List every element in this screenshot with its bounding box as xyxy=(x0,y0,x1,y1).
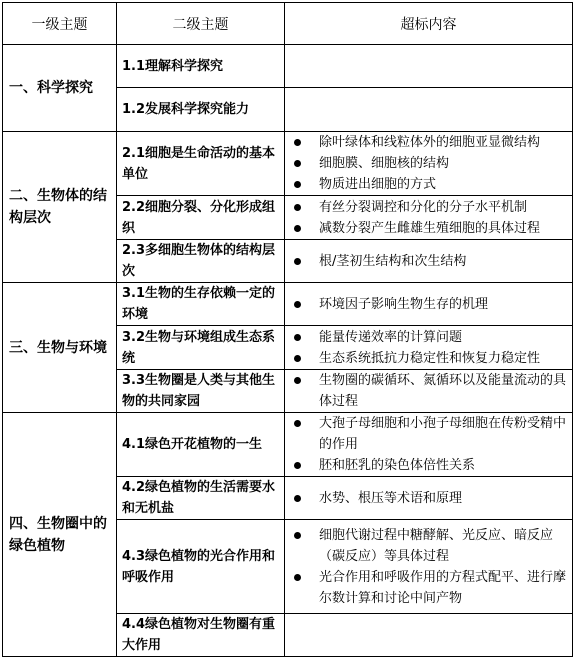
level2-topic: 4.4绿色植物对生物圈有重大作用 xyxy=(117,614,285,657)
level2-topic: 3.3生物圈是人类与其他生物的共同家园 xyxy=(117,370,285,413)
header-level1: 一级主题 xyxy=(3,3,117,45)
level2-topic: 4.1绿色开花植物的一生 xyxy=(117,413,285,477)
level2-topic: 3.2生物与环境组成生态系统 xyxy=(117,326,285,370)
table-row xyxy=(3,132,573,196)
exceeding-content xyxy=(285,196,573,240)
exceeding-content xyxy=(285,132,573,196)
bullet-list xyxy=(291,525,568,609)
level1-topic: 二、生物体的结构层次 xyxy=(3,132,117,283)
header-content: 超标内容 xyxy=(285,3,573,45)
level1-topic: 一、科学探究 xyxy=(3,45,117,132)
exceeding-content xyxy=(285,614,573,657)
level2-topic: 4.2绿色植物的生活需要水和无机盐 xyxy=(117,477,285,520)
bullet-item: 减数分裂产生雌雄生殖细胞的具体过程 xyxy=(291,218,568,239)
bullet-list xyxy=(291,413,568,476)
bullet-list xyxy=(291,132,568,195)
header-row xyxy=(3,3,573,45)
level2-topic: 1.2发展科学探究能力 xyxy=(117,88,285,132)
exceeding-content xyxy=(285,477,573,520)
level2-topic: 4.3绿色植物的光合作用和呼吸作用 xyxy=(117,520,285,614)
bullet-item: 物质进出细胞的方式 xyxy=(291,174,568,195)
table-row xyxy=(3,45,573,88)
level1-topic: 三、生物与环境 xyxy=(3,283,117,413)
exceeding-content xyxy=(285,283,573,326)
bullet-list xyxy=(291,488,568,509)
bullet-list xyxy=(291,327,568,369)
header-level2: 二级主题 xyxy=(117,3,285,45)
exceeding-content xyxy=(285,370,573,413)
level2-topic: 1.1理解科学探究 xyxy=(117,45,285,88)
bullet-item: 水势、根压等术语和原理 xyxy=(291,488,568,509)
level2-topic: 2.3多细胞生物体的结构层次 xyxy=(117,240,285,283)
bullet-item: 除叶绿体和线粒体外的细胞亚显微结构 xyxy=(291,132,568,153)
bullet-list xyxy=(291,294,568,315)
bullet-item: 大孢子母细胞和小孢子母细胞在传粉受精中的作用 xyxy=(291,413,568,455)
level2-topic: 2.2细胞分裂、分化形成组织 xyxy=(117,196,285,240)
bullet-item: 有丝分裂调控和分化的分子水平机制 xyxy=(291,197,568,218)
exceeding-content xyxy=(285,520,573,614)
bullet-item: 生物圈的碳循环、氮循环以及能量流动的具体过程 xyxy=(291,370,568,412)
exceeding-content xyxy=(285,88,573,132)
bullet-list xyxy=(291,197,568,239)
bullet-item: 胚和胚乳的染色体倍性关系 xyxy=(291,455,568,476)
bullet-item: 细胞代谢过程中糖酵解、光反应、暗反应（碳反应）等具体过程 xyxy=(291,525,568,567)
bullet-item: 根/茎初生结构和次生结构 xyxy=(291,251,568,272)
level2-topic: 3.1生物的生存依赖一定的环境 xyxy=(117,283,285,326)
curriculum-table xyxy=(2,2,573,657)
table-row xyxy=(3,283,573,326)
bullet-item: 细胞膜、细胞核的结构 xyxy=(291,153,568,174)
level2-topic: 2.1细胞是生命活动的基本单位 xyxy=(117,132,285,196)
exceeding-content xyxy=(285,326,573,370)
bullet-item: 能量传递效率的计算问题 xyxy=(291,327,568,348)
table-row xyxy=(3,413,573,477)
bullet-item: 生态系统抵抗力稳定性和恢复力稳定性 xyxy=(291,348,568,369)
bullet-item: 环境因子影响生物生存的机理 xyxy=(291,294,568,315)
exceeding-content xyxy=(285,413,573,477)
bullet-list xyxy=(291,370,568,412)
exceeding-content xyxy=(285,45,573,88)
exceeding-content xyxy=(285,240,573,283)
level1-topic: 四、生物圈中的绿色植物 xyxy=(3,413,117,657)
bullet-item: 光合作用和呼吸作用的方程式配平、进行摩尔数计算和讨论中间产物 xyxy=(291,567,568,609)
bullet-list xyxy=(291,251,568,272)
